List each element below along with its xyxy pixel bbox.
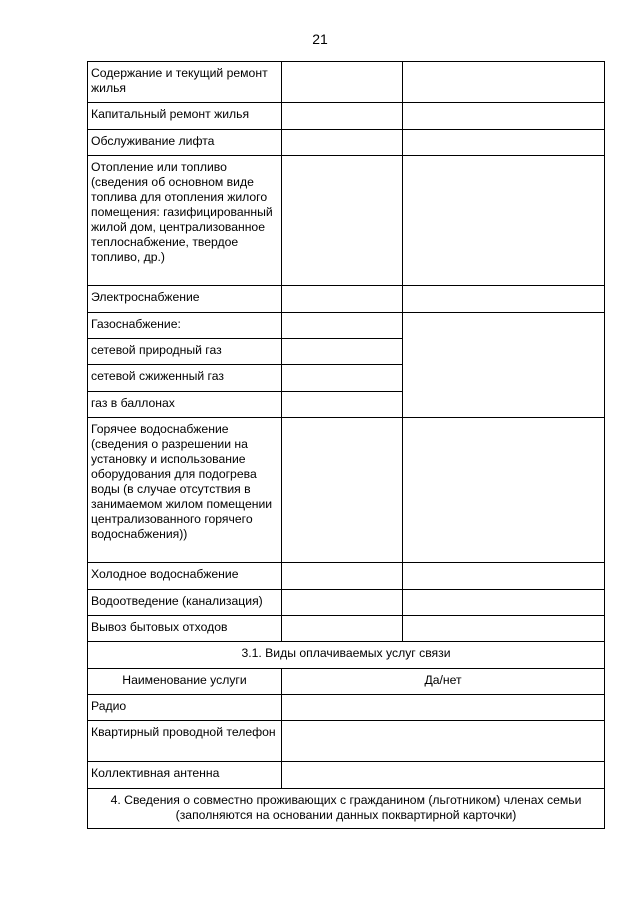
value-cell[interactable] bbox=[282, 392, 403, 418]
service-label: Квартирный проводной телефон bbox=[88, 721, 282, 762]
table-row bbox=[88, 313, 605, 339]
utility-label: Содержание и текущий ремонт жилья bbox=[88, 62, 282, 103]
yes-no-cell[interactable] bbox=[282, 762, 605, 789]
table-row bbox=[88, 130, 605, 156]
page-number: 21 bbox=[312, 31, 328, 47]
utility-label: Горячее водоснабжение (сведения о разрешении на установку и использование оборудования для подогрева воды (в случае отсутствия в занимаемом жилом помещении централизованного горячего водоснабжения)) bbox=[88, 418, 282, 563]
value-cell[interactable] bbox=[282, 103, 403, 130]
value-cell[interactable] bbox=[282, 590, 403, 616]
yes-no-header: Да/нет bbox=[282, 669, 605, 695]
utility-label: сетевой сжиженный газ bbox=[88, 365, 282, 392]
value-cell[interactable] bbox=[282, 286, 403, 313]
table-row bbox=[88, 789, 605, 829]
utility-label: Отопление или топливо (сведения об основном виде топлива для отопления жилого помещения: газифицированный жилой дом, централизованное теплоснабжение, твердое топливо, др.) bbox=[88, 156, 282, 286]
table-row bbox=[88, 156, 605, 286]
communication-section-title: 3.1. Виды оплачиваемых услуг связи bbox=[88, 642, 605, 669]
utility-label: Вывоз бытовых отходов bbox=[88, 616, 282, 642]
note-cell[interactable] bbox=[403, 130, 605, 156]
value-cell[interactable] bbox=[282, 563, 403, 590]
utility-label: Капитальный ремонт жилья bbox=[88, 103, 282, 130]
value-cell[interactable] bbox=[282, 156, 403, 286]
note-cell[interactable] bbox=[403, 616, 605, 642]
table-row bbox=[88, 286, 605, 313]
note-cell[interactable] bbox=[403, 62, 605, 103]
note-cell[interactable] bbox=[403, 563, 605, 590]
note-cell[interactable] bbox=[403, 418, 605, 563]
table-row bbox=[88, 418, 605, 563]
value-cell[interactable] bbox=[282, 313, 403, 339]
note-cell[interactable] bbox=[403, 156, 605, 286]
utility-label: Газоснабжение: bbox=[88, 313, 282, 339]
utility-label: Холодное водоснабжение bbox=[88, 563, 282, 590]
value-cell[interactable] bbox=[282, 418, 403, 563]
note-cell[interactable] bbox=[403, 590, 605, 616]
table-row bbox=[88, 590, 605, 616]
utility-label: газ в баллонах bbox=[88, 392, 282, 418]
value-cell[interactable] bbox=[282, 616, 403, 642]
value-cell[interactable] bbox=[282, 339, 403, 365]
section-4-title: 4. Сведения о совместно проживающих с гражданином (льготником) членах семьи (заполняются на основании данных поквартирной карточки) bbox=[88, 789, 605, 829]
service-label: Радио bbox=[88, 695, 282, 721]
value-cell[interactable] bbox=[282, 62, 403, 103]
value-cell[interactable] bbox=[282, 365, 403, 392]
table-row bbox=[88, 642, 605, 669]
utility-label: Электроснабжение bbox=[88, 286, 282, 313]
service-label: Коллективная антенна bbox=[88, 762, 282, 789]
note-cell[interactable] bbox=[403, 103, 605, 130]
gas-note-cell[interactable] bbox=[403, 313, 605, 418]
utility-label: Обслуживание лифта bbox=[88, 130, 282, 156]
table-row bbox=[88, 103, 605, 130]
table-row bbox=[88, 721, 605, 762]
value-cell[interactable] bbox=[282, 130, 403, 156]
utility-label: Водоотведение (канализация) bbox=[88, 590, 282, 616]
utility-label: сетевой природный газ bbox=[88, 339, 282, 365]
yes-no-cell[interactable] bbox=[282, 721, 605, 762]
table-row bbox=[88, 62, 605, 103]
note-cell[interactable] bbox=[403, 286, 605, 313]
table-row bbox=[88, 762, 605, 789]
utilities-form-table bbox=[87, 61, 605, 829]
table-row bbox=[88, 695, 605, 721]
yes-no-cell[interactable] bbox=[282, 695, 605, 721]
table-row bbox=[88, 563, 605, 590]
service-name-header: Наименование услуги bbox=[88, 669, 282, 695]
table-row bbox=[88, 669, 605, 695]
table-row bbox=[88, 616, 605, 642]
